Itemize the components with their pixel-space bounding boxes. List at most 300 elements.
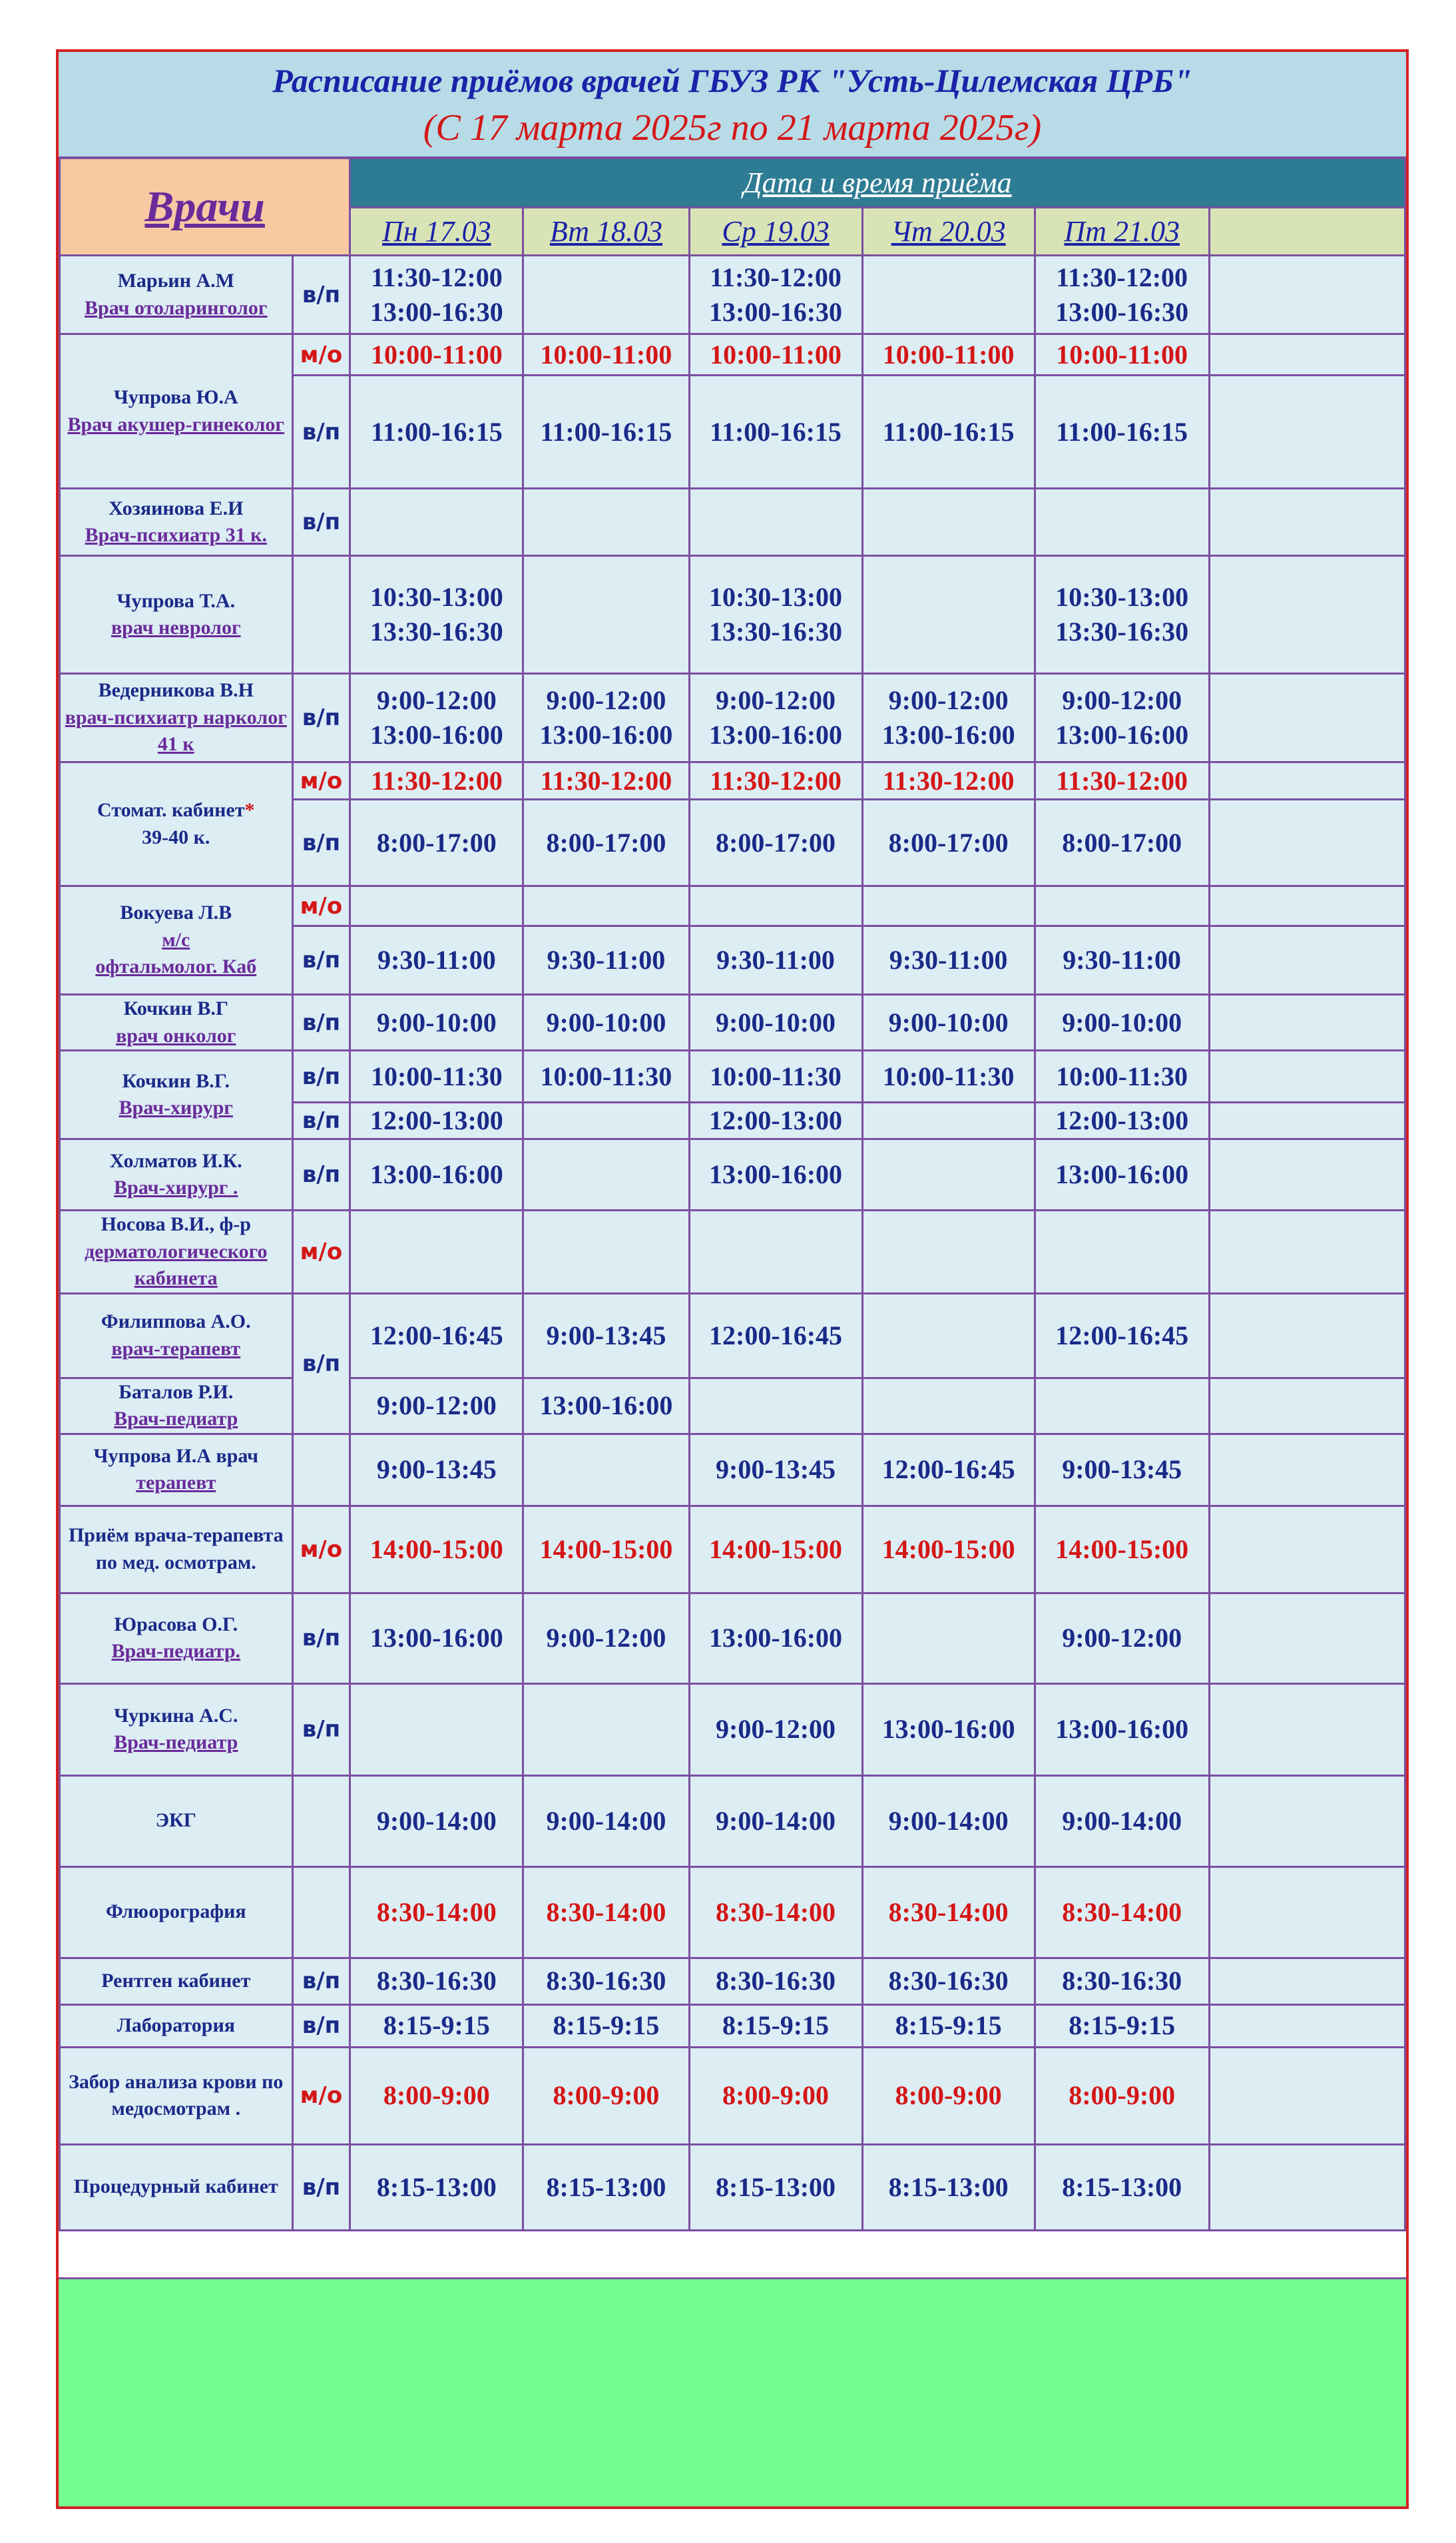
time-cell-wed xyxy=(689,334,862,376)
time-cell-empty xyxy=(1209,1958,1405,2004)
time-cell-empty xyxy=(1209,556,1405,674)
time-cell-wed xyxy=(689,2047,862,2144)
time-cell-thu xyxy=(862,995,1035,1051)
doctor-role: офтальмолог. Каб xyxy=(95,956,257,978)
time-cell-mon xyxy=(350,1378,523,1434)
doctor-name: Рентген кабинет xyxy=(101,1969,251,1992)
time-slot: 9:00-10:00 xyxy=(888,1007,1009,1037)
time-slot: 10:30-13:00 13:30-16:30 xyxy=(709,582,843,647)
time-slot: 11:30-12:00 xyxy=(710,765,842,796)
time-cell-empty xyxy=(1209,926,1405,995)
time-slot: 11:30-12:00 13:00-16:30 xyxy=(709,262,843,327)
time-slot: 9:00-10:00 xyxy=(716,1007,836,1037)
time-cell-thu xyxy=(862,762,1035,800)
doctor-role-prefix: м/с xyxy=(162,928,190,951)
doctor-role: дерматологического кабинета xyxy=(85,1240,268,1289)
time-cell-wed xyxy=(689,926,862,995)
time-slot: 9:00-14:00 xyxy=(376,1805,497,1836)
doctor-cell xyxy=(60,762,293,886)
time-cell-mon xyxy=(350,1775,523,1866)
time-cell-thu xyxy=(862,1293,1035,1378)
time-slot: 8:00-9:00 xyxy=(1069,2080,1176,2110)
page-title: Расписание приёмов врачей ГБУЗ РК "Усть-Цилемская ЦРБ" xyxy=(272,62,1192,99)
time-cell-tue xyxy=(523,2047,689,2144)
time-cell-empty xyxy=(1209,2004,1405,2047)
time-cell-tue xyxy=(523,762,689,800)
time-slot: 9:00-13:45 xyxy=(1062,1454,1182,1484)
time-slot: 11:30-12:00 xyxy=(1056,765,1188,796)
doctor-name: Хозяинова Е.И xyxy=(109,497,244,519)
doctor-cell xyxy=(60,2144,293,2230)
time-cell-mon xyxy=(350,1506,523,1593)
day-header-tue: Вт 18.03 xyxy=(523,208,689,256)
doctor-name: Флюорография xyxy=(105,1900,246,1923)
time-slot: 10:00-11:30 xyxy=(882,1061,1015,1091)
day-header-thu: Чт 20.03 xyxy=(862,208,1035,256)
doctor-cell xyxy=(60,1211,293,1294)
time-cell-empty xyxy=(1209,2144,1405,2230)
doctor-cell xyxy=(60,489,293,556)
time-slot: 11:00-16:15 xyxy=(540,416,672,447)
doctor-name: Вокуева Л.В xyxy=(120,902,232,924)
schedule-row xyxy=(60,1434,1405,1506)
time-cell-thu xyxy=(862,1506,1035,1593)
time-cell-empty xyxy=(1209,995,1405,1051)
time-slot: 9:00-12:00 13:00-16:00 xyxy=(1055,685,1189,750)
time-cell-fri xyxy=(1035,1293,1209,1378)
time-cell-mon xyxy=(350,762,523,800)
time-slot: 8:30-16:30 xyxy=(1062,1966,1182,1996)
time-slot: 9:00-14:00 xyxy=(546,1805,666,1836)
time-cell-fri xyxy=(1035,886,1209,926)
doctors-header xyxy=(60,158,350,256)
visit-type-label xyxy=(292,1775,350,1866)
doctor-role: Врач-педиатр xyxy=(114,1408,238,1430)
time-slot: 13:00-16:00 xyxy=(369,1623,503,1653)
time-cell-tue xyxy=(523,926,689,995)
time-slot: 14:00-15:00 xyxy=(709,1534,843,1564)
time-cell-mon xyxy=(350,376,523,489)
time-cell-empty xyxy=(1209,334,1405,376)
time-cell-fri xyxy=(1035,334,1209,376)
doctor-role: Врач-хирург xyxy=(119,1097,233,1119)
time-cell-wed xyxy=(689,1103,862,1139)
time-cell-fri xyxy=(1035,489,1209,556)
visit-type-label: в/п xyxy=(292,1683,350,1775)
time-slot: 13:00-16:00 xyxy=(539,1390,673,1420)
time-slot: 8:30-14:00 xyxy=(716,1896,836,1927)
visit-type-label xyxy=(292,1434,350,1506)
day-header-empty xyxy=(1209,208,1405,256)
schedule-row xyxy=(60,1683,1405,1775)
doctor-name: Чупрова Т.А. xyxy=(117,589,236,612)
doctor-role: врач невролог xyxy=(111,617,241,639)
time-cell-thu xyxy=(862,800,1035,886)
time-cell-wed xyxy=(689,1593,862,1683)
time-cell-thu xyxy=(862,556,1035,674)
time-slot: 13:00-16:00 xyxy=(709,1159,843,1189)
doctor-role: 39-40 к. xyxy=(142,826,210,848)
time-slot: 12:00-13:00 xyxy=(369,1105,503,1135)
time-cell-fri xyxy=(1035,762,1209,800)
time-slot: 9:00-13:45 xyxy=(376,1454,497,1484)
time-cell-mon xyxy=(350,1051,523,1103)
time-cell-wed xyxy=(689,1051,862,1103)
time-slot: 8:15-13:00 xyxy=(546,2171,666,2202)
time-cell-tue xyxy=(523,1866,689,1958)
time-cell-tue xyxy=(523,1139,689,1211)
schedule-row xyxy=(60,1139,1405,1211)
time-cell-empty xyxy=(1209,1378,1405,1434)
time-cell-empty xyxy=(1209,376,1405,489)
time-cell-thu xyxy=(862,1103,1035,1139)
time-cell-empty xyxy=(1209,800,1405,886)
visit-type-label xyxy=(292,556,350,674)
doctor-cell xyxy=(60,674,293,762)
time-cell-fri xyxy=(1035,256,1209,334)
visit-type-label: в/п xyxy=(292,995,350,1051)
visit-type-label: в/п xyxy=(292,2144,350,2230)
time-cell-wed xyxy=(689,1683,862,1775)
time-cell-fri xyxy=(1035,556,1209,674)
time-slot: 13:00-16:00 xyxy=(881,1714,1015,1744)
time-cell-mon xyxy=(350,926,523,995)
time-slot: 9:00-12:00 13:00-16:00 xyxy=(539,685,673,750)
time-slot: 9:30-11:00 xyxy=(547,945,666,975)
time-cell-empty xyxy=(1209,2047,1405,2144)
title-bar xyxy=(59,52,1406,158)
time-cell-empty xyxy=(1209,489,1405,556)
visit-type-label: в/п xyxy=(292,1051,350,1103)
doctors-header-label: Врачи xyxy=(144,182,265,231)
doctor-name: Чупрова Ю.А xyxy=(113,386,238,408)
time-slot: 8:00-17:00 xyxy=(376,827,497,858)
time-slot: 9:00-12:00 xyxy=(1062,1623,1182,1653)
doctor-cell xyxy=(60,2004,293,2047)
time-cell-mon xyxy=(350,2144,523,2230)
doctor-role: Врач акушер-гинеколог xyxy=(67,413,285,435)
time-slot: 8:00-9:00 xyxy=(722,2080,830,2110)
doctor-cell xyxy=(60,556,293,674)
doctor-name: Приём врача-терапевта по мед. осмотрам. xyxy=(68,1524,284,1573)
time-slot: 12:00-16:45 xyxy=(369,1320,503,1350)
time-cell-wed xyxy=(689,1506,862,1593)
time-slot: 10:00-11:00 xyxy=(540,339,672,370)
time-slot: 11:00-16:15 xyxy=(710,416,842,447)
time-cell-mon xyxy=(350,800,523,886)
time-slot: 8:30-14:00 xyxy=(376,1896,497,1927)
time-cell-wed xyxy=(689,256,862,334)
doctor-cell xyxy=(60,1958,293,2004)
time-cell-mon xyxy=(350,1293,523,1378)
time-slot: 11:30-12:00 xyxy=(882,765,1015,796)
time-cell-thu xyxy=(862,674,1035,762)
time-cell-wed xyxy=(689,1434,862,1506)
visit-type-label: в/п xyxy=(292,256,350,334)
visit-type-label: м/о xyxy=(292,1506,350,1593)
time-cell-empty xyxy=(1209,1103,1405,1139)
doctor-role: Врач-психиатр 31 к. xyxy=(85,524,267,546)
visit-type-label: м/о xyxy=(292,1211,350,1294)
schedule-period: (С 17 марта 2025г по 21 марта 2025г) xyxy=(423,107,1042,148)
time-cell-thu xyxy=(862,489,1035,556)
time-slot: 11:00-16:15 xyxy=(882,416,1015,447)
visit-type-label: в/п xyxy=(292,376,350,489)
visit-type-label: м/о xyxy=(292,2047,350,2144)
time-slot: 11:30-12:00 xyxy=(540,765,672,796)
time-cell-empty xyxy=(1209,762,1405,800)
time-cell-fri xyxy=(1035,1378,1209,1434)
doctor-cell xyxy=(60,2047,293,2144)
time-slot: 10:00-11:00 xyxy=(1056,339,1188,370)
schedule-row xyxy=(60,1378,1405,1434)
time-slot: 12:00-16:45 xyxy=(881,1454,1015,1484)
asterisk-mark: * xyxy=(244,799,255,821)
time-cell-thu xyxy=(862,1958,1035,2004)
time-cell-thu xyxy=(862,1378,1035,1434)
time-cell-fri xyxy=(1035,1866,1209,1958)
time-cell-fri xyxy=(1035,1506,1209,1593)
schedule-row xyxy=(60,489,1405,556)
time-cell-mon xyxy=(350,1103,523,1139)
time-slot: 14:00-15:00 xyxy=(369,1534,503,1564)
visit-type-label: м/о xyxy=(292,334,350,376)
time-slot: 9:30-11:00 xyxy=(889,945,1008,975)
visit-type-label: в/п xyxy=(292,489,350,556)
time-slot: 9:00-13:45 xyxy=(716,1454,836,1484)
time-slot: 9:30-11:00 xyxy=(1063,945,1182,975)
doctor-role: врач-терапевт xyxy=(111,1337,241,1360)
time-slot: 8:30-16:30 xyxy=(888,1966,1009,1996)
time-slot: 9:00-12:00 xyxy=(376,1390,497,1420)
schedule-row xyxy=(60,2144,1405,2230)
time-cell-tue xyxy=(523,886,689,926)
time-slot: 13:00-16:00 xyxy=(369,1159,503,1189)
time-slot: 8:30-14:00 xyxy=(888,1896,1009,1927)
time-cell-tue xyxy=(523,674,689,762)
visit-type-label xyxy=(292,1866,350,1958)
time-cell-fri xyxy=(1035,1434,1209,1506)
doctor-role: врач онколог xyxy=(116,1024,236,1047)
doctor-name: Чупрова И.А врач xyxy=(93,1444,259,1467)
time-slot: 11:00-16:15 xyxy=(370,416,503,447)
time-slot: 9:00-10:00 xyxy=(1062,1007,1182,1037)
time-cell-fri xyxy=(1035,1683,1209,1775)
doctor-cell xyxy=(60,1683,293,1775)
schedule-row xyxy=(60,995,1405,1051)
schedule-row xyxy=(60,1293,1405,1378)
time-slot: 8:00-17:00 xyxy=(546,827,666,858)
doctor-cell xyxy=(60,995,293,1051)
time-cell-thu xyxy=(862,1139,1035,1211)
time-cell-tue xyxy=(523,1051,689,1103)
time-cell-thu xyxy=(862,1211,1035,1294)
visit-type-label: в/п xyxy=(292,2004,350,2047)
time-slot: 10:30-13:00 13:30-16:30 xyxy=(1055,582,1189,647)
schedule-row xyxy=(60,1958,1405,2004)
time-slot: 8:15-9:15 xyxy=(553,2010,660,2040)
time-cell-tue xyxy=(523,376,689,489)
time-slot: 8:15-9:15 xyxy=(895,2010,1002,2040)
time-slot: 9:00-14:00 xyxy=(888,1805,1009,1836)
footer-green-area xyxy=(59,2277,1406,2506)
schedule-row xyxy=(60,762,1405,800)
doctor-name: Носова В.И., ф-р xyxy=(101,1213,251,1235)
doctor-name: Лаборатория xyxy=(117,2014,235,2036)
time-slot: 12:00-16:45 xyxy=(709,1320,843,1350)
doctor-name: Марьин А.М xyxy=(117,270,234,292)
time-cell-mon xyxy=(350,2004,523,2047)
day-header-mon: Пн 17.03 xyxy=(350,208,523,256)
time-slot: 11:30-12:00 xyxy=(370,765,503,796)
time-cell-empty xyxy=(1209,1866,1405,1958)
time-cell-wed xyxy=(689,1958,862,2004)
time-slot: 13:00-16:00 xyxy=(1055,1159,1189,1189)
time-cell-tue xyxy=(523,1775,689,1866)
time-cell-fri xyxy=(1035,376,1209,489)
time-cell-mon xyxy=(350,256,523,334)
doctor-name: Баталов Р.И. xyxy=(119,1380,234,1403)
time-slot: 10:00-11:00 xyxy=(882,339,1015,370)
time-cell-mon xyxy=(350,1683,523,1775)
doctor-cell xyxy=(60,1593,293,1683)
time-slot: 11:30-12:00 13:00-16:30 xyxy=(369,262,503,327)
doctor-cell xyxy=(60,1775,293,1866)
time-slot: 8:00-17:00 xyxy=(1062,827,1182,858)
schedule-row xyxy=(60,674,1405,762)
time-cell-tue xyxy=(523,1378,689,1434)
time-cell-mon xyxy=(350,1958,523,2004)
time-cell-fri xyxy=(1035,1958,1209,2004)
time-slot: 10:00-11:30 xyxy=(710,1061,842,1091)
time-cell-wed xyxy=(689,1775,862,1866)
time-cell-tue xyxy=(523,995,689,1051)
time-cell-wed xyxy=(689,762,862,800)
time-slot: 9:30-11:00 xyxy=(716,945,835,975)
time-slot: 9:00-12:00 xyxy=(716,1714,836,1744)
time-slot: 12:00-16:45 xyxy=(1055,1320,1189,1350)
time-cell-tue xyxy=(523,1958,689,2004)
doctor-name: Кочкин В.Г xyxy=(123,997,228,1019)
time-cell-empty xyxy=(1209,1434,1405,1506)
time-cell-thu xyxy=(862,1593,1035,1683)
time-slot: 9:00-13:45 xyxy=(546,1320,666,1350)
time-cell-wed xyxy=(689,1139,862,1211)
time-cell-mon xyxy=(350,489,523,556)
time-cell-empty xyxy=(1209,886,1405,926)
time-cell-tue xyxy=(523,334,689,376)
time-slot: 9:00-14:00 xyxy=(1062,1805,1182,1836)
time-slot: 11:30-12:00 13:00-16:30 xyxy=(1055,262,1189,327)
time-cell-mon xyxy=(350,886,523,926)
time-slot: 9:30-11:00 xyxy=(377,945,496,975)
time-cell-thu xyxy=(862,1434,1035,1506)
schedule-row xyxy=(60,1775,1405,1866)
time-slot: 12:00-13:00 xyxy=(1055,1105,1189,1135)
doctor-cell xyxy=(60,1378,293,1434)
time-cell-mon xyxy=(350,1593,523,1683)
time-slot: 12:00-13:00 xyxy=(709,1105,843,1135)
time-cell-wed xyxy=(689,1211,862,1294)
time-cell-mon xyxy=(350,1139,523,1211)
time-cell-mon xyxy=(350,674,523,762)
time-cell-wed xyxy=(689,800,862,886)
time-cell-empty xyxy=(1209,1593,1405,1683)
time-slot: 13:00-16:00 xyxy=(1055,1714,1189,1744)
doctor-name: Ведерникова В.Н xyxy=(98,679,254,702)
time-slot: 8:00-9:00 xyxy=(895,2080,1002,2110)
schedule-row xyxy=(60,334,1405,376)
schedule-row xyxy=(60,1211,1405,1294)
time-slot: 8:00-9:00 xyxy=(553,2080,660,2110)
visit-type-label: м/о xyxy=(292,762,350,800)
time-cell-fri xyxy=(1035,1051,1209,1103)
time-cell-mon xyxy=(350,1434,523,1506)
time-slot: 10:30-13:00 13:30-16:30 xyxy=(369,582,503,647)
time-slot: 8:15-9:15 xyxy=(1069,2010,1176,2040)
doctor-cell xyxy=(60,1434,293,1506)
time-slot: 9:00-12:00 13:00-16:00 xyxy=(881,685,1015,750)
schedule-row xyxy=(60,1506,1405,1593)
doctor-role: врач-психиатр нарколог 41 к xyxy=(65,706,287,756)
time-cell-mon xyxy=(350,1211,523,1294)
time-cell-wed xyxy=(689,1293,862,1378)
visit-type-label: в/п xyxy=(292,1139,350,1211)
time-cell-mon xyxy=(350,556,523,674)
time-cell-thu xyxy=(862,1051,1035,1103)
time-cell-fri xyxy=(1035,1775,1209,1866)
time-cell-wed xyxy=(689,886,862,926)
time-cell-empty xyxy=(1209,1211,1405,1294)
doctor-cell xyxy=(60,886,293,995)
schedule-row xyxy=(60,2047,1405,2144)
time-slot: 9:00-10:00 xyxy=(546,1007,666,1037)
time-slot: 8:15-9:15 xyxy=(722,2010,830,2040)
time-cell-wed xyxy=(689,556,862,674)
time-cell-tue xyxy=(523,1506,689,1593)
time-slot: 10:00-11:00 xyxy=(370,339,503,370)
time-slot: 8:30-16:30 xyxy=(546,1966,666,1996)
time-slot: 8:15-13:00 xyxy=(888,2171,1009,2202)
schedule-row xyxy=(60,1593,1405,1683)
time-slot: 8:15-13:00 xyxy=(1062,2171,1182,2202)
doctor-role: Врач-педиатр xyxy=(114,1731,238,1753)
time-slot: 10:00-11:30 xyxy=(370,1061,503,1091)
schedule-row xyxy=(60,886,1405,926)
time-cell-wed xyxy=(689,995,862,1051)
doctor-role: Врач отоларинголог xyxy=(85,296,268,319)
time-cell-wed xyxy=(689,674,862,762)
time-slot: 9:00-12:00 13:00-16:00 xyxy=(369,685,503,750)
schedule-row xyxy=(60,256,1405,334)
time-slot: 8:15-13:00 xyxy=(376,2171,497,2202)
time-cell-tue xyxy=(523,2144,689,2230)
time-cell-tue xyxy=(523,1434,689,1506)
time-cell-fri xyxy=(1035,995,1209,1051)
time-slot: 8:30-14:00 xyxy=(1062,1896,1182,1927)
time-cell-wed xyxy=(689,376,862,489)
time-slot: 11:00-16:15 xyxy=(1056,416,1188,447)
time-cell-fri xyxy=(1035,1593,1209,1683)
time-cell-fri xyxy=(1035,2144,1209,2230)
doctor-cell xyxy=(60,256,293,334)
time-cell-empty xyxy=(1209,1293,1405,1378)
time-cell-wed xyxy=(689,1378,862,1434)
visit-type-label: в/п xyxy=(292,1593,350,1683)
time-slot: 8:30-14:00 xyxy=(546,1896,666,1927)
visit-type-label: в/п xyxy=(292,800,350,886)
doctor-name: Кочкин В.Г. xyxy=(122,1069,230,1092)
